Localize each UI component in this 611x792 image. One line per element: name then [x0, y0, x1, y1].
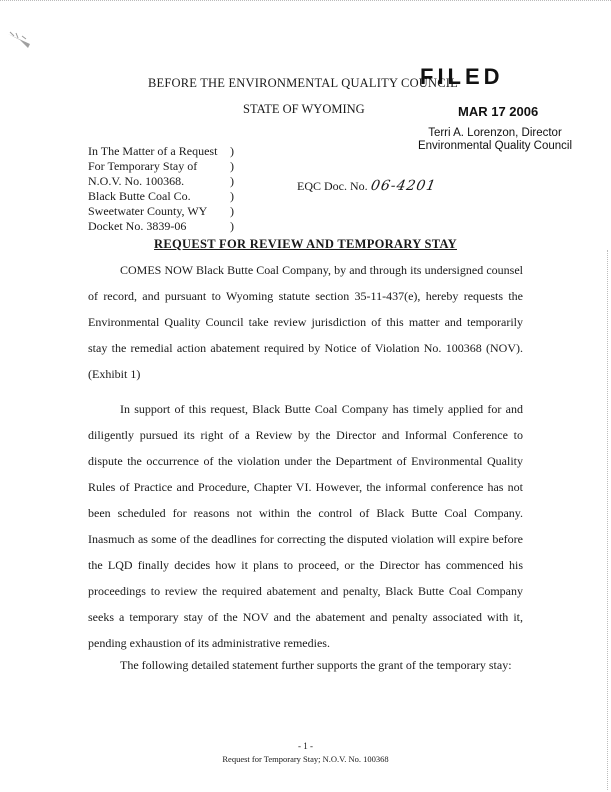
paragraph-2: In support of this request, Black Butte Coal Company has timely applied for and diligently pursued its right of a Review by the Director and Informal Conference to dispute the occurrence of the violation under the Department of Environmental Quality Rules of Practice and Procedure, Chapter VI. However, the informal conference has not been scheduled for reasons not within the control of Black Butte Coal Company. Inasmuch as some of the deadlines for correcting the disputed violation will expire before the LQD finally decides how it plans to proceed, or the Director has commenced his proceedings to review the required abatement and penalty, Black Butte Coal Company seeks a temporary stay of the NOV and the abatement and penalty associated with it, pending exhaustion of its administrative remedies.	[88, 402, 523, 650]
eqc-doc-number	[297, 178, 436, 194]
scan-border-top	[0, 0, 611, 3]
footer-caption: Request for Temporary Stay; N.O.V. No. 100368	[222, 754, 389, 764]
caption-line: Black Butte Coal Co. )	[88, 189, 234, 203]
caption-line: Sweetwater County, WY )	[88, 204, 234, 218]
paragraph-1: COMES NOW Black Butte Coal Company, by and through its undersigned counsel of record, and pursuant to Wyoming statute section 35-11-437(e), hereby requests the Environmental Quality Council take review jurisdiction of this matter and temporarily stay the remedial action abatement required by Notice of Violation No. 100368 (NOV). (Exhibit 1)	[88, 263, 523, 381]
council-heading: BEFORE THE ENVIRONMENTAL QUALITY COUNCIL	[148, 76, 458, 90]
caption-line: In The Matter of a Request )	[88, 144, 234, 158]
stamp-director-name: Terri A. Lorenzon, Director	[428, 127, 562, 139]
page-number: - 1 -	[298, 741, 313, 751]
state-heading: STATE OF WYOMING	[243, 102, 365, 116]
case-caption	[88, 144, 234, 234]
stamp-signature-block	[415, 127, 575, 153]
caption-line: N.O.V. No. 100368. )	[88, 174, 234, 188]
scan-speck-mark	[6, 30, 40, 60]
document-title: REQUEST FOR REVIEW AND TEMPORARY STAY	[154, 237, 457, 251]
eqc-doc-label: EQC Doc. No.	[297, 179, 368, 193]
scan-border-right	[607, 250, 609, 790]
stamp-office: Environmental Quality Council	[417, 140, 573, 152]
filed-date: MAR 17 2006	[458, 104, 539, 119]
handwritten-doc-number: 06-4201	[369, 178, 438, 194]
caption-line: For Temporary Stay of )	[88, 159, 234, 173]
filed-stamp: FILED	[420, 64, 504, 89]
paragraph-3: The following detailed statement further supports the grant of the temporary stay:	[120, 658, 512, 672]
caption-line: Docket No. 3839-06 )	[88, 219, 234, 233]
